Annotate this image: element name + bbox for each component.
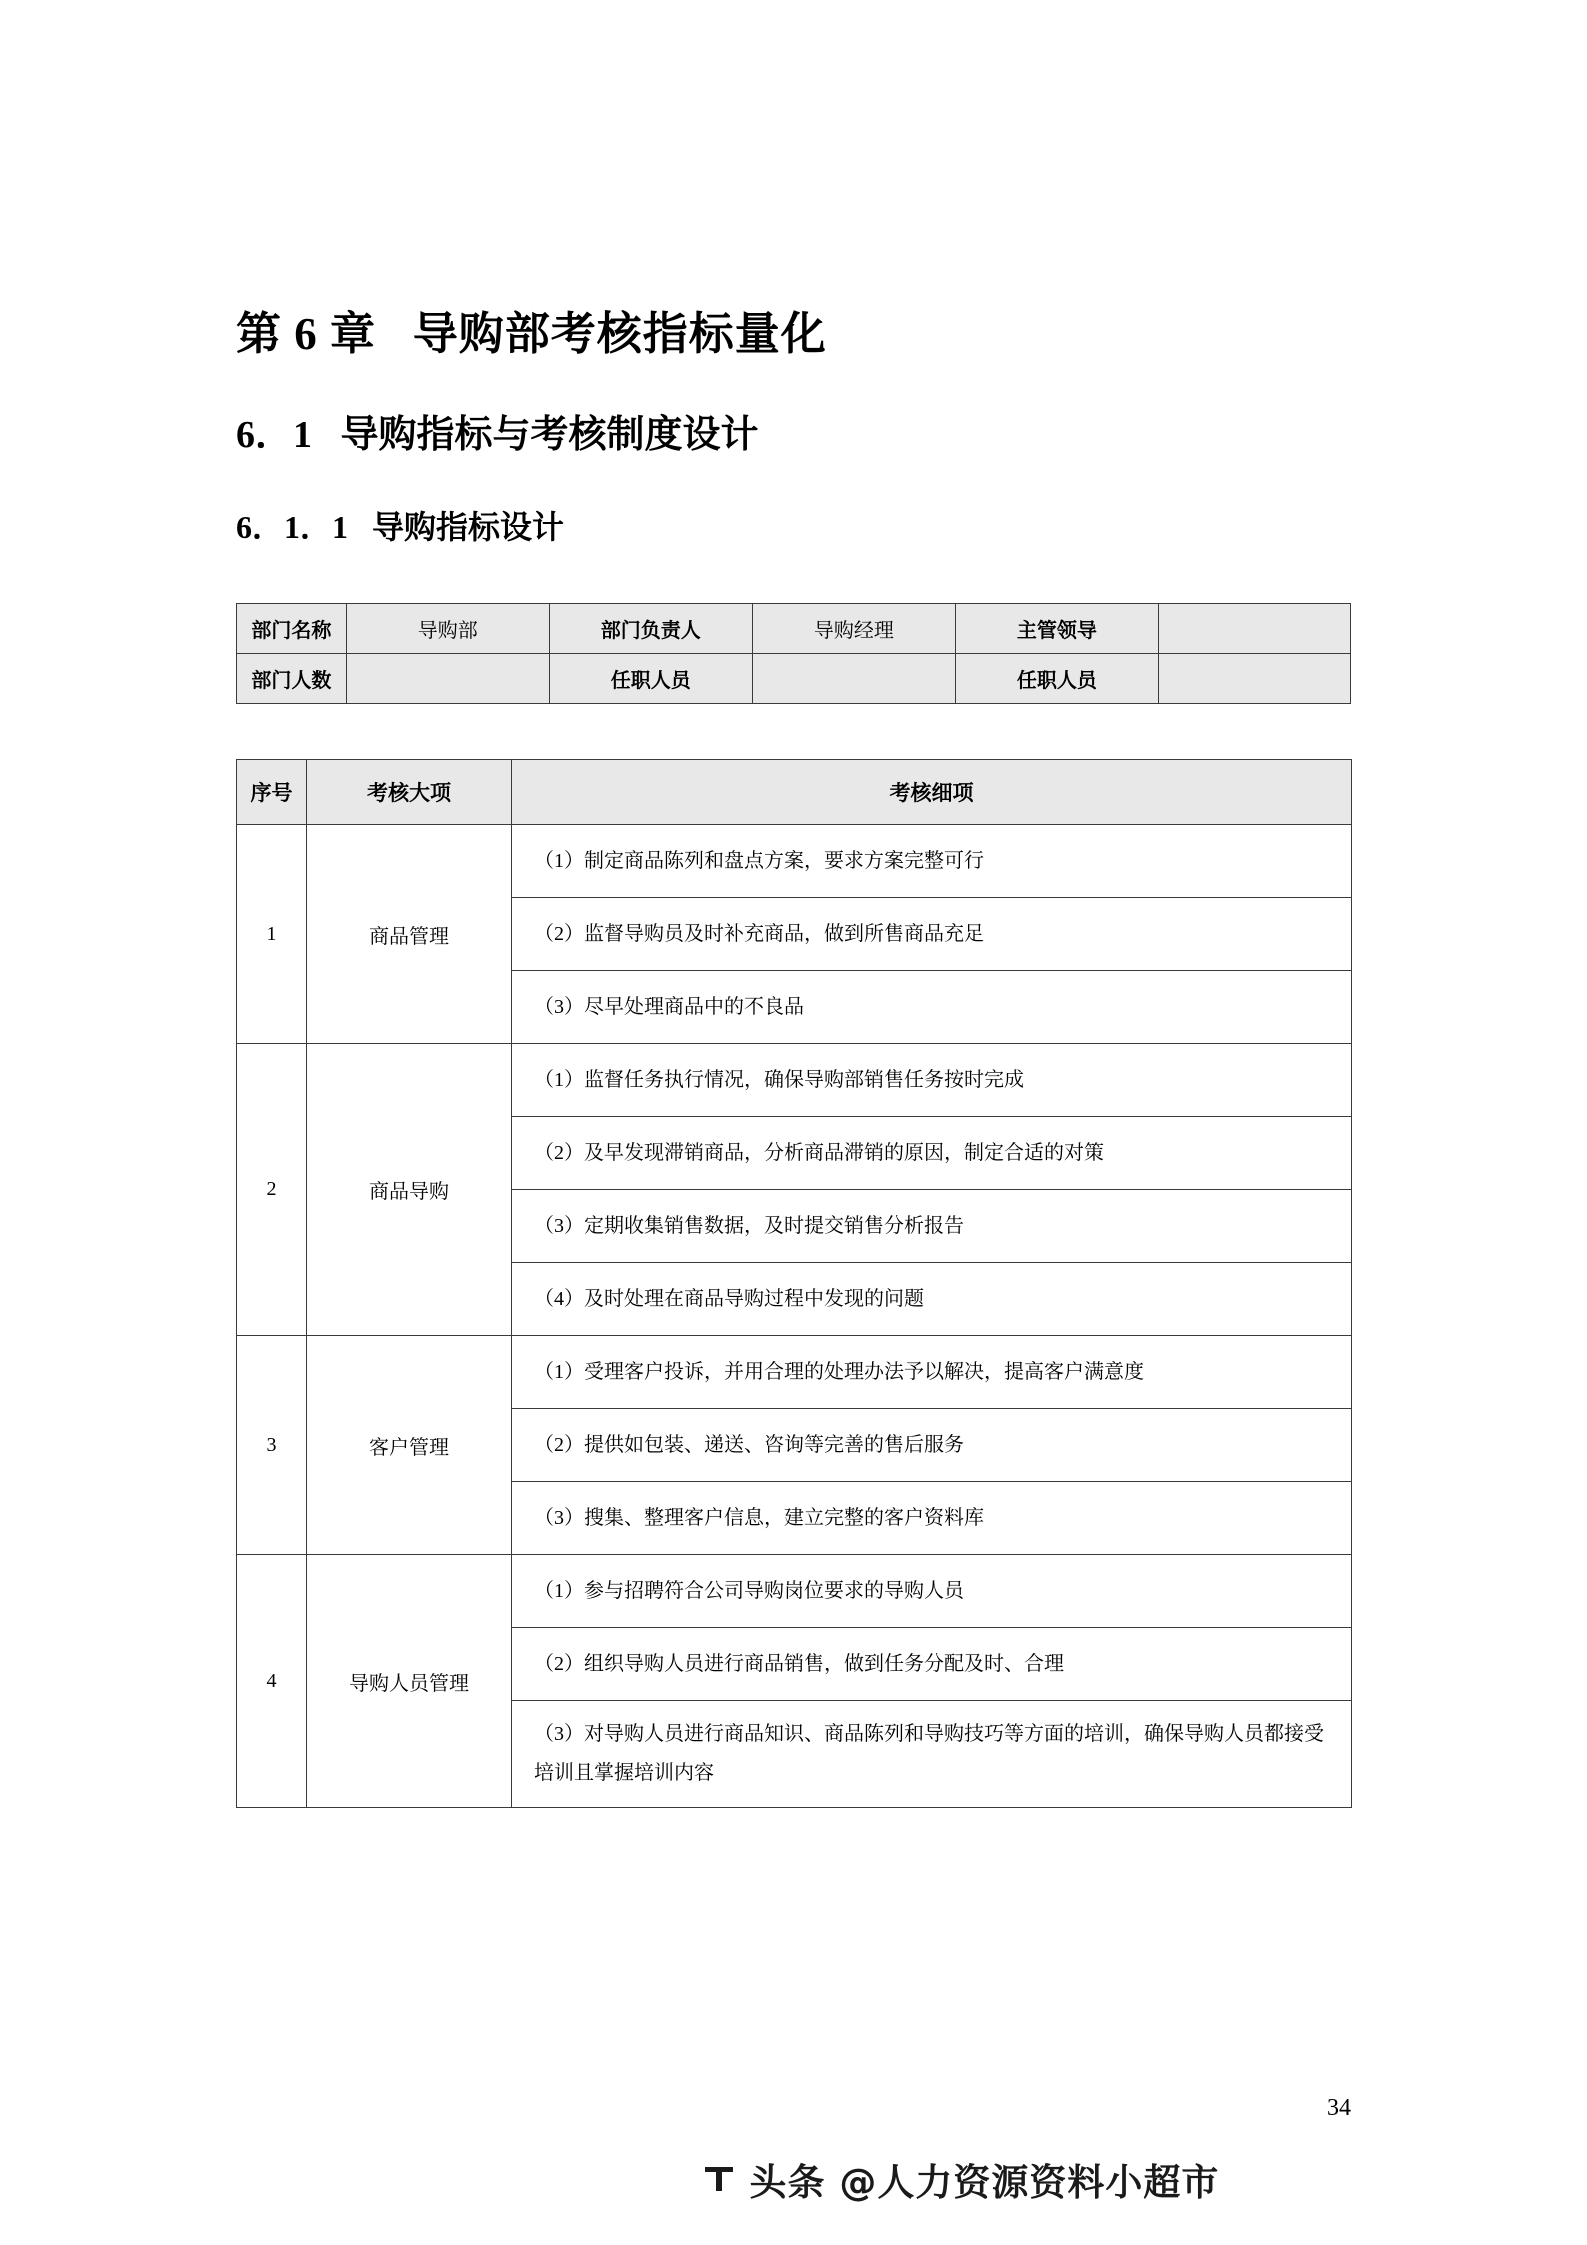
table-row — [237, 604, 1351, 654]
dept-cell — [1158, 654, 1350, 704]
dept-cell: 任职人员 — [955, 654, 1158, 704]
detail-cell: （3）定期收集销售数据，及时提交销售分析报告 — [512, 1190, 1352, 1263]
dept-cell: 部门名称 — [237, 604, 347, 654]
page-title: 第 6 章 导购部考核指标量化 — [236, 309, 827, 359]
column-header-index: 序号 — [237, 760, 307, 825]
category-cell: 导购人员管理 — [307, 1555, 512, 1808]
detail-cell: （1）监督任务执行情况，确保导购部销售任务按时完成 — [512, 1044, 1352, 1117]
page-number: 34 — [1327, 2095, 1351, 2121]
subsection-heading: 6．1．1 导购指标设计 — [236, 509, 565, 546]
table-header-row — [237, 760, 1352, 825]
table-row — [237, 654, 1351, 704]
dept-cell: 主管领导 — [955, 604, 1158, 654]
dept-cell: 导购部 — [346, 604, 549, 654]
category-cell: 客户管理 — [307, 1336, 512, 1555]
department-info-body — [237, 604, 1351, 704]
detail-cell: （2）提供如包装、递送、咨询等完善的售后服务 — [512, 1409, 1352, 1482]
row-index-cell: 3 — [237, 1336, 307, 1555]
watermark — [0, 2152, 1587, 2206]
table-row — [237, 1336, 1352, 1409]
detail-cell: （2）及早发现滞销商品，分析商品滞销的原因，制定合适的对策 — [512, 1117, 1352, 1190]
assessment-table-head — [237, 760, 1352, 825]
dept-cell: 任职人员 — [549, 654, 752, 704]
row-index-cell: 4 — [237, 1555, 307, 1808]
dept-cell: 部门人数 — [237, 654, 347, 704]
table-row — [237, 825, 1352, 898]
toutiao-logo-icon — [698, 2158, 740, 2200]
category-cell: 商品管理 — [307, 825, 512, 1044]
assessment-table-body — [237, 825, 1352, 1808]
row-index-cell: 1 — [237, 825, 307, 1044]
dept-cell — [346, 654, 549, 704]
assessment-indicator-table — [236, 759, 1352, 1808]
detail-cell: （2）监督导购员及时补充商品，做到所售商品充足 — [512, 898, 1352, 971]
column-header-detail: 考核细项 — [512, 760, 1352, 825]
row-index-cell: 2 — [237, 1044, 307, 1336]
detail-cell: （1）制定商品陈列和盘点方案，要求方案完整可行 — [512, 825, 1352, 898]
dept-cell — [752, 654, 955, 704]
category-cell: 商品导购 — [307, 1044, 512, 1336]
dept-cell: 导购经理 — [752, 604, 955, 654]
column-header-category: 考核大项 — [307, 760, 512, 825]
detail-cell: （1）参与招聘符合公司导购岗位要求的导购人员 — [512, 1555, 1352, 1628]
watermark-text: 头条 @人力资源资料小超市 — [749, 2161, 1220, 2204]
detail-cell: （2）组织导购人员进行商品销售，做到任务分配及时、合理 — [512, 1628, 1352, 1701]
dept-cell — [1158, 604, 1350, 654]
detail-cell: （3）对导购人员进行商品知识、商品陈列和导购技巧等方面的培训，确保导购人员都接受培训且掌握培训内容 — [512, 1701, 1352, 1808]
page-content — [236, 0, 1351, 1808]
section-heading: 6．1 导购指标与考核制度设计 — [236, 413, 759, 456]
department-info-table — [236, 603, 1351, 704]
detail-cell: （1）受理客户投诉，并用合理的处理办法予以解决，提高客户满意度 — [512, 1336, 1352, 1409]
table-row — [237, 1044, 1352, 1117]
detail-cell: （3）尽早处理商品中的不良品 — [512, 971, 1352, 1044]
detail-cell: （4）及时处理在商品导购过程中发现的问题 — [512, 1263, 1352, 1336]
dept-cell: 部门负责人 — [549, 604, 752, 654]
table-row — [237, 1555, 1352, 1628]
detail-cell: （3）搜集、整理客户信息，建立完整的客户资料库 — [512, 1482, 1352, 1555]
